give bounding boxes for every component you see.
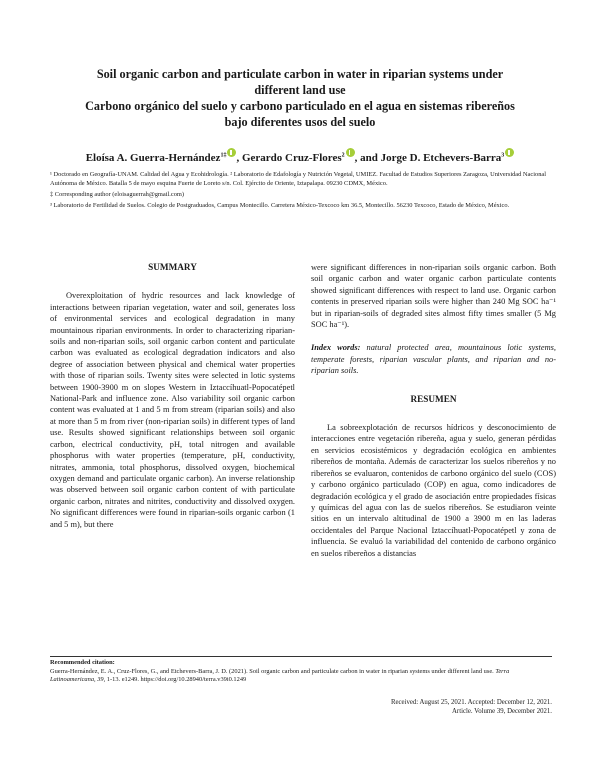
affiliations xyxy=(50,170,552,210)
title-english-line2: different land use xyxy=(254,83,346,97)
author-name: Gerardo Cruz-Flores xyxy=(241,152,342,164)
received-accepted-dates: Received: August 25, 2021. Accepted: December 12, 2021. xyxy=(390,699,552,706)
author-separator: , and xyxy=(354,152,381,164)
author-name: Eloísa A. Guerra-Hernández xyxy=(85,152,221,164)
article-title xyxy=(40,66,560,130)
affiliation-1-2: ¹ Doctorado en Geografía-UNAM. Calidad del Agua y Ecohidrología. ² Laboratorio de Edafología y Nutrición Vegetal, UMIEZ. Facultad de Estudios Superiores Zaragoza, Universidad Nacional Autónoma de México. Batalla 5 de mayo esquina Fuerte de Loreto s/n. Col. Ejército de Oriente, Iztapalapa. 09230 CDMX, México. xyxy=(50,171,546,188)
corresponding-author: ‡ Corresponding author (eloisaguerrah@gmail.com) xyxy=(50,190,185,198)
citation-doi[interactable]: , 1-13. e1249. https://doi.org/10.28940/terra.v39i0.1249 xyxy=(103,676,247,684)
author-superscript: 2 xyxy=(341,152,345,159)
author-separator: , xyxy=(236,152,242,164)
summary-heading: SUMMARY xyxy=(148,262,197,272)
citation-label: Recommended citation: xyxy=(50,659,115,666)
summary-paragraph: Overexploitation of hydric resources and lack knowledge of interactions between riparian vegetation, water and soil, generates loss of environmental services and ecological degradation in many mountainous riparian environments. In order to characterizing riparian-soils and non-riparian soils, soil organic carbon content and particulate carbon was evaluated as ecological degradation indicators and also degree of association between physical and chemical water properties with those of riparian soils. Twenty sites were selected in lotic systems between 1900-3900 m on slopes Western in Iztaccíhuatl-Popocatépetl National-Park and influence zone. Also variability soil organic carbon content was evaluated at 1 and 5 m from stream (riparian soils) and also at more than 5 m from river (non-riparian soils) in different types of land use. Results showed significant relationships between soil organic carbon, electrical conductivity, pH, total nitrogen and available phosphorus with water properties (temperature, pH, conductivity, nitrates, ammonia, total phosphorus, dissolved oxygen, biochemical oxygen demand and particulate organic carbon). An inverse relationship was observed between soil organic carbon content of with particulate organic carbon, nitrates and nitrites, conductivity and dissolved oxygen. No significant differences were found in riparian-soils organic carbon (1 and 5 m), but there xyxy=(50,291,295,529)
index-words-text: natural protected area, mountainous lotic systems, temperate forests, riparian vascular plants, and riparian and no-riparian soils. xyxy=(311,343,556,376)
author-superscript: 1‡ xyxy=(220,152,227,159)
summary-paragraph-continued: were significant differences in non-riparian soils organic carbon. Both soil organic carbon and water organic carbon particulate contents showed significant differences with respect to land use. Organic carbon contents in preserved riparian soils were higher than 240 Mg SOC ha⁻¹ but in riparian-soils of degraded sites almost fifty times smaller (5 Mg SOC ha⁻¹). xyxy=(311,263,556,330)
title-english-line1: Soil organic carbon and particulate carbon in water in riparian systems under xyxy=(96,67,504,81)
author-superscript: 3 xyxy=(501,152,505,159)
recommended-citation xyxy=(50,656,552,685)
author-list xyxy=(40,148,560,165)
author-name: Jorge D. Etchevers-Barra xyxy=(380,152,502,164)
resumen-paragraph: La sobreexplotación de recursos hídricos y desconocimiento de interacciones entre vegetación ribereña, agua y suelo, generan pérdidas en servicios ecosistémicos y degradación ecológica en ambientes ribereños de montaña. Además de caracterizar los suelos ribereños y no ribereños se evaluaron, contenidos de carbono orgánico del suelo (COS) y carbono orgánico particulado (COP) en agua, como indicadores de degradación ecológica y el grado de asociación entre propiedades físicas y químicas del agua con las de suelos ribereños. Se estudiaron veinte sitios en un intervalo altitudinal de 1900 a 3900 m en las laderas occidentales del Parque Nacional Iztaccíhuatl-Popocatépetl y zona de influencia. Se evaluó la variabilidad del contenido de carbono orgánico en suelos ribereños a distancias xyxy=(311,423,556,558)
index-words-label: Index words: xyxy=(311,343,361,353)
citation-text xyxy=(50,668,552,685)
title-spanish-line2: bajo diferentes usos del suelo xyxy=(224,115,376,129)
index-words xyxy=(311,342,556,376)
affiliation-3: ³ Laboratorio de Fertilidad de Suelos. Colegio de Postgraduados, Campus Montecillo. Carretera México-Texcoco km 36.5, Montecillo. 56230 Texcoco, Estado de México, México. xyxy=(50,201,510,209)
right-column xyxy=(311,262,556,559)
volume-info: Article. Volume 39, December 2021. xyxy=(452,708,552,716)
title-spanish-line1: Carbono orgánico del suelo y carbono particulado en el agua en sistemas ribereños xyxy=(85,99,515,113)
citation-body: Guerra-Hernández, E. A., Cruz-Flores, G., and Etchevers-Barra, J. D. (2021). Soil organic carbon and particulate carbon in water in riparian systems under different land use. xyxy=(50,667,496,675)
left-column xyxy=(50,262,295,530)
orcid-icon[interactable] xyxy=(346,148,355,157)
citation-divider xyxy=(50,656,552,657)
resumen-heading: RESUMEN xyxy=(410,393,457,404)
orcid-icon[interactable] xyxy=(505,148,514,157)
article-dates xyxy=(391,698,552,716)
citation-journal: Terra Latinoamericana, 39 xyxy=(50,667,510,684)
